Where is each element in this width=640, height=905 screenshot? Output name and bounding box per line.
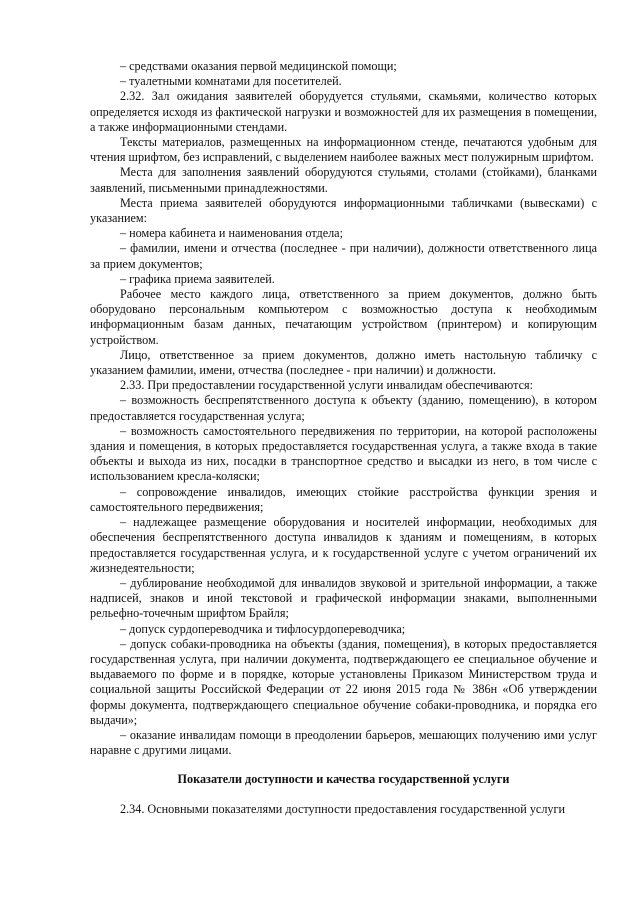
list-item-responsible-person: – фамилии, имени и отчества (последнее - при наличии), должности ответственного лица за прием документов;	[90, 241, 597, 271]
list-item-escort: – сопровождение инвалидов, имеющих стойкие расстройства функции зрения и самостоятельного передвижения;	[90, 484, 597, 514]
list-item-reception-schedule: – графика приема заявителей.	[120, 271, 275, 286]
list-item-barrier-assistance: – оказание инвалидам помощи в преодолении барьеров, мешающих получению ими услуг наравне с другими лицами.	[90, 727, 597, 758]
list-item-restrooms: – туалетными комнатами для посетителей.	[120, 74, 342, 89]
list-item-sign-interpreter: – допуск сурдопереводчика и тифлосурдопереводчика;	[120, 621, 406, 636]
paragraph-application-filling-places: Места для заполнения заявлений оборудуются стульями, столами (стойками), бланками заявлений, письменными принадлежностями.	[90, 165, 597, 195]
section-heading: Показатели доступности и качества государственной услуги	[177, 772, 510, 787]
list-item-office-number: – номера кабинета и наименования отдела;	[120, 226, 343, 241]
list-item-information-duplication: – дублирование необходимой для инвалидов звуковой и зрительной информации, а также надписей, знаков и иной текстовой и графической информации знаками, выполненными рельефно-точечным шрифтом Брайля;	[90, 575, 597, 621]
paragraph-2-34-indicators: 2.34. Основными показателями доступности предоставления государственной услуги	[120, 801, 566, 816]
document-page	[90, 59, 597, 817]
list-item-equipment-placement: – надлежащее размещение оборудования и носителей информации, необходимых для обеспечения беспрепятственного доступа инвалидов к зданиям и помещениям, в которых предоставляется государственная услуга, и к государственной услуге с учетом ограничений их жизнедеятельности;	[90, 515, 597, 575]
paragraph-2-32-waiting-hall: 2.32. Зал ожидания заявителей оборудуется стульями, скамьями, количество которых определяется исходя из фактической нагрузки и возможностей для их размещения в помещении, а также информационными стендами.	[90, 89, 597, 134]
list-item-unhindered-access: – возможность беспрепятственного доступа к объекту (зданию, помещению), в котором предоставляется государственная услуга;	[90, 393, 597, 423]
list-item-guide-dog: – допуск собаки-проводника на объекты (здания, помещения), в которых предоставляется государственная услуга, при наличии документа, подтверждающего ее специальное обучение и выдаваемого по форме и в порядке, которые установлены Приказом Министерством труда и социальной защиты Российской Федерации от 22 июня 2015 года № 386н «Об утверждении формы документа, подтверждающего специальное обучение собаки-проводника, и порядка его выдачи»;	[90, 636, 597, 727]
paragraph-reception-places: Места приема заявителей оборудуются информационными табличками (вывесками) с указанием:	[90, 195, 597, 226]
paragraph-2-33-disabled-access: 2.33. При предоставлении государственной услуги инвалидам обеспечиваются:	[120, 378, 533, 393]
list-item-independent-movement: – возможность самостоятельного передвижения по территории, на которой расположены здания и помещения, в которых предоставляется государственная услуга, а также входа в такие объекты и выхода из них, посадки в транспортное средство и высадки из него, в том числе с использованием кресла-коляски;	[90, 423, 597, 484]
paragraph-workplace-equipment: Рабочее место каждого лица, ответственного за прием документов, должно быть оборудовано персональным компьютером с возможностью доступа к необходимым информационным базам данных, печатающим устройством (принтером) и копирующим устройством.	[90, 287, 597, 347]
paragraph-info-stand-texts: Тексты материалов, размещенных на информационном стенде, печатаются удобным для чтения шрифтом, без исправлений, с выделением наиболее важных мест полужирным шрифтом.	[90, 135, 597, 165]
list-item-first-aid: – средствами оказания первой медицинской помощи;	[120, 59, 397, 73]
paragraph-desk-nameplate: Лицо, ответственное за прием документов, должно иметь настольную табличку с указанием фамилии, имени, отчества (последнее - при наличии) и должности.	[90, 347, 597, 378]
